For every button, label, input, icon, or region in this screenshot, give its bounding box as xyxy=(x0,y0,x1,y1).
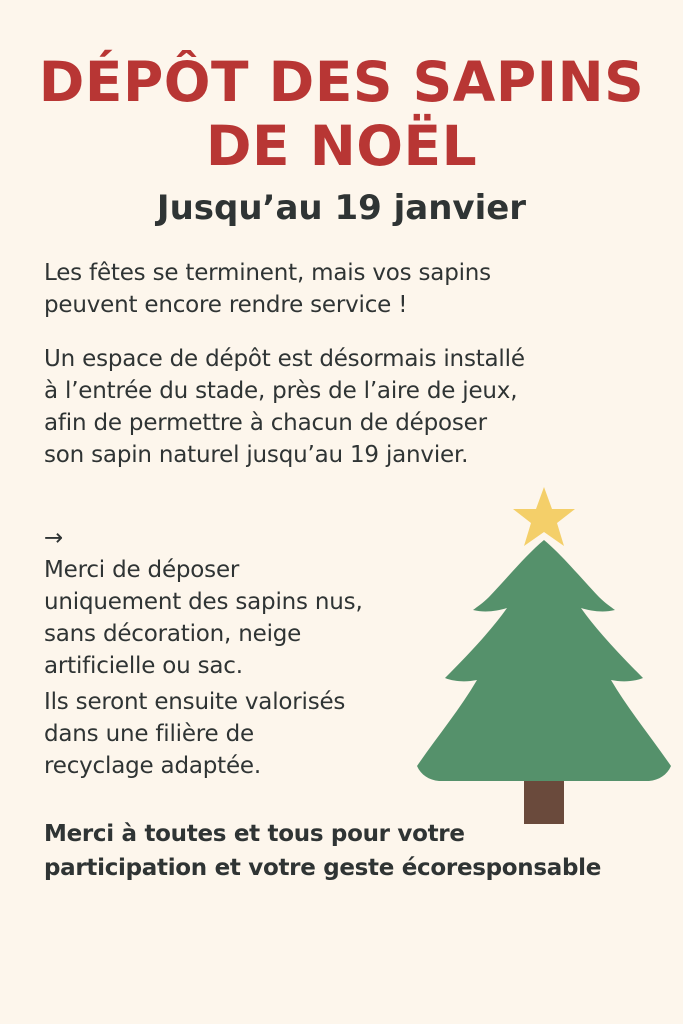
poster-title xyxy=(0,50,683,178)
poster-subtitle: Jusqu’au 19 janvier xyxy=(156,188,527,228)
christmas-tree-icon xyxy=(415,482,673,824)
paragraph-line: recyclage adaptée. xyxy=(44,753,261,779)
location-paragraph xyxy=(44,343,644,471)
paragraph-line: son sapin naturel jusqu’au 19 janvier. xyxy=(44,442,469,468)
paragraph-line-text: Merci de déposer xyxy=(44,557,240,583)
paragraph-line: Les fêtes se terminent, mais vos sapins xyxy=(44,260,491,286)
paragraph-line: uniquement des sapins nus, xyxy=(44,589,363,615)
paragraph-line: Merci à toutes et tous pour votre xyxy=(44,821,465,847)
tree-foliage xyxy=(417,540,671,781)
recycling-paragraph xyxy=(44,686,424,782)
closing-message xyxy=(44,817,669,885)
paragraph-line: dans une filière de xyxy=(44,721,254,747)
arrow-right-icon: → xyxy=(44,525,64,551)
poster-title-line: DE NOËL xyxy=(205,114,478,178)
poster-title-line: DÉPÔT DES SAPINS xyxy=(38,50,645,114)
paragraph-line: artificielle ou sac. xyxy=(44,653,243,679)
paragraph-line: Ils seront ensuite valorisés xyxy=(44,689,346,715)
star-icon xyxy=(513,487,575,546)
paragraph-line: à l’entrée du stade, près de l’aire de jeux, xyxy=(44,378,518,404)
paragraph-line: afin de permettre à chacun de déposer xyxy=(44,410,487,436)
paragraph-line: Un espace de dépôt est désormais installé xyxy=(44,346,525,372)
intro-paragraph xyxy=(44,257,604,321)
paragraph-line: peuvent encore rendre service ! xyxy=(44,292,408,318)
instructions-paragraph xyxy=(44,522,424,682)
paragraph-line: participation et votre geste écoresponsable xyxy=(44,855,602,881)
paragraph-line: sans décoration, neige xyxy=(44,621,302,647)
paragraph-line xyxy=(44,522,424,586)
tree-trunk xyxy=(524,778,564,824)
